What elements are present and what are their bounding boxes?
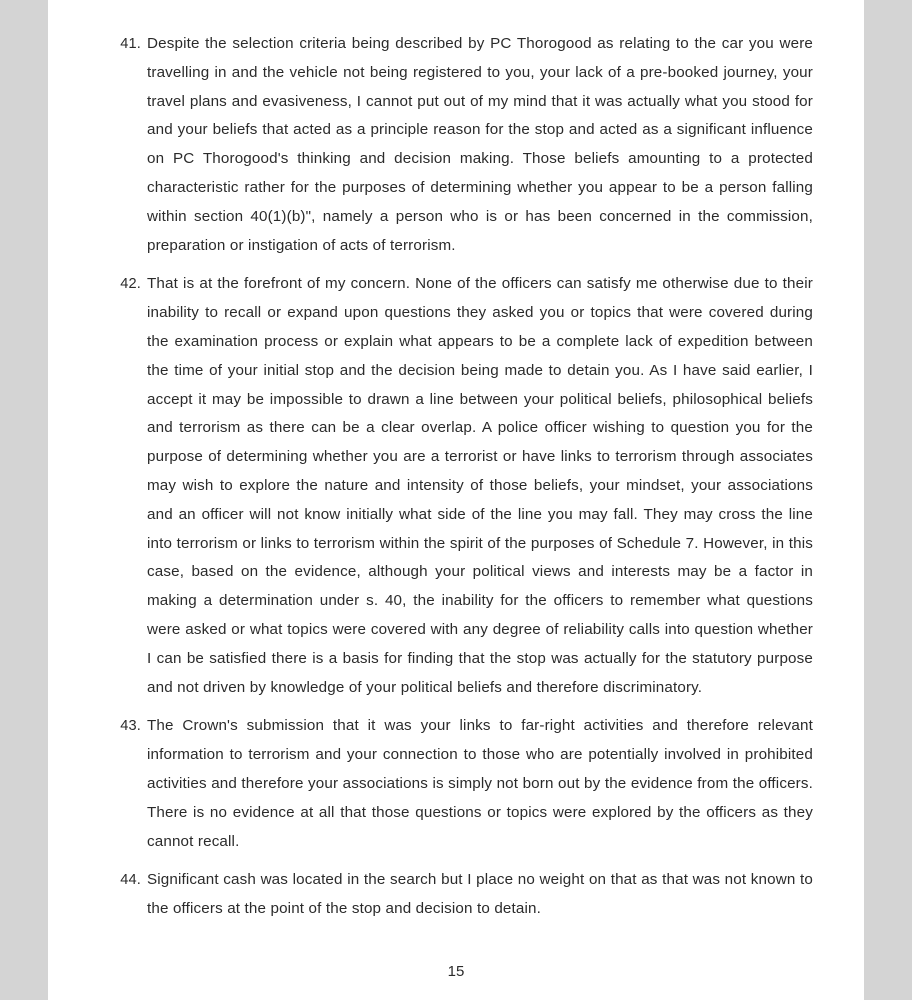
paragraph-number: 42. [120, 276, 141, 293]
paragraph-text: The Crown's submission that it was your links to far-right activities and therefore relevant information to terrorism and your connection to those who are potentially involved in prohibited activities and therefore your associations is simply not born out by the evidence from the officers. There is no evidence at all that those questions or topics were explored by the officers as they cannot recall. [147, 717, 813, 850]
paragraph-text: Significant cash was located in the search but I place no weight on that as that was not known to the officers at the point of the stop and decision to detain. [147, 871, 813, 918]
page-number: 15 [447, 963, 465, 980]
numbered-paragraph [119, 30, 813, 260]
numbered-paragraph [119, 270, 813, 702]
page-body [119, 30, 813, 924]
paragraph-number: 43. [120, 718, 141, 735]
paragraph-text: That is at the forefront of my concern. None of the officers can satisfy me otherwise due to their inability to recall or expand upon questions they asked you or topics that were covered during the examination process or explain what appears to be a complete lack of expedition between the time of your initial stop and the decision being made to detain you. As I have said earlier, I accept it may be impossible to drawn a line between your political beliefs, philosophical beliefs and terrorism as there can be a clear overlap. A police officer wishing to question you for the purpose of determining whether you are a terrorist or have links to terrorism through associates may wish to explore the nature and intensity of those beliefs, your mindset, your associations and an officer will not know initially what side of the line you may fall. They may cross the line into terrorism or links to terrorism within the spirit of the purposes of Schedule 7. However, in this case, based on the evidence, although your political views and interests may be a factor in making a determination under s. 40, the inability for the officers to remember what questions were asked or what topics were covered with any degree of reliability calls into question whether I can be satisfied there is a basis for finding that the stop was actually for the statutory purpose and not driven by knowledge of your political beliefs and therefore discriminatory. [147, 275, 813, 696]
paragraph-number: 41. [120, 36, 141, 52]
numbered-paragraph [119, 712, 813, 856]
paragraph-text: Despite the selection criteria being described by PC Thorogood as relating to the car you were travelling in and the vehicle not being registered to you, your lack of a pre-booked journey, your travel plans and evasiveness, I cannot put out of my mind that it was actually what you stood for and your beliefs that acted as a principle reason for the stop and acted as a significant influence on PC Thorogood's thinking and decision making. Those beliefs amounting to a protected characteristic rather for the purposes of determining whether you appear to be a person falling within section 40(1)(b)", namely a person who is or has been concerned in the commission, preparation or instigation of acts of terrorism. [147, 35, 813, 254]
paragraph-number: 44. [120, 872, 141, 889]
document-page [48, 0, 864, 1000]
numbered-paragraph [119, 866, 813, 924]
